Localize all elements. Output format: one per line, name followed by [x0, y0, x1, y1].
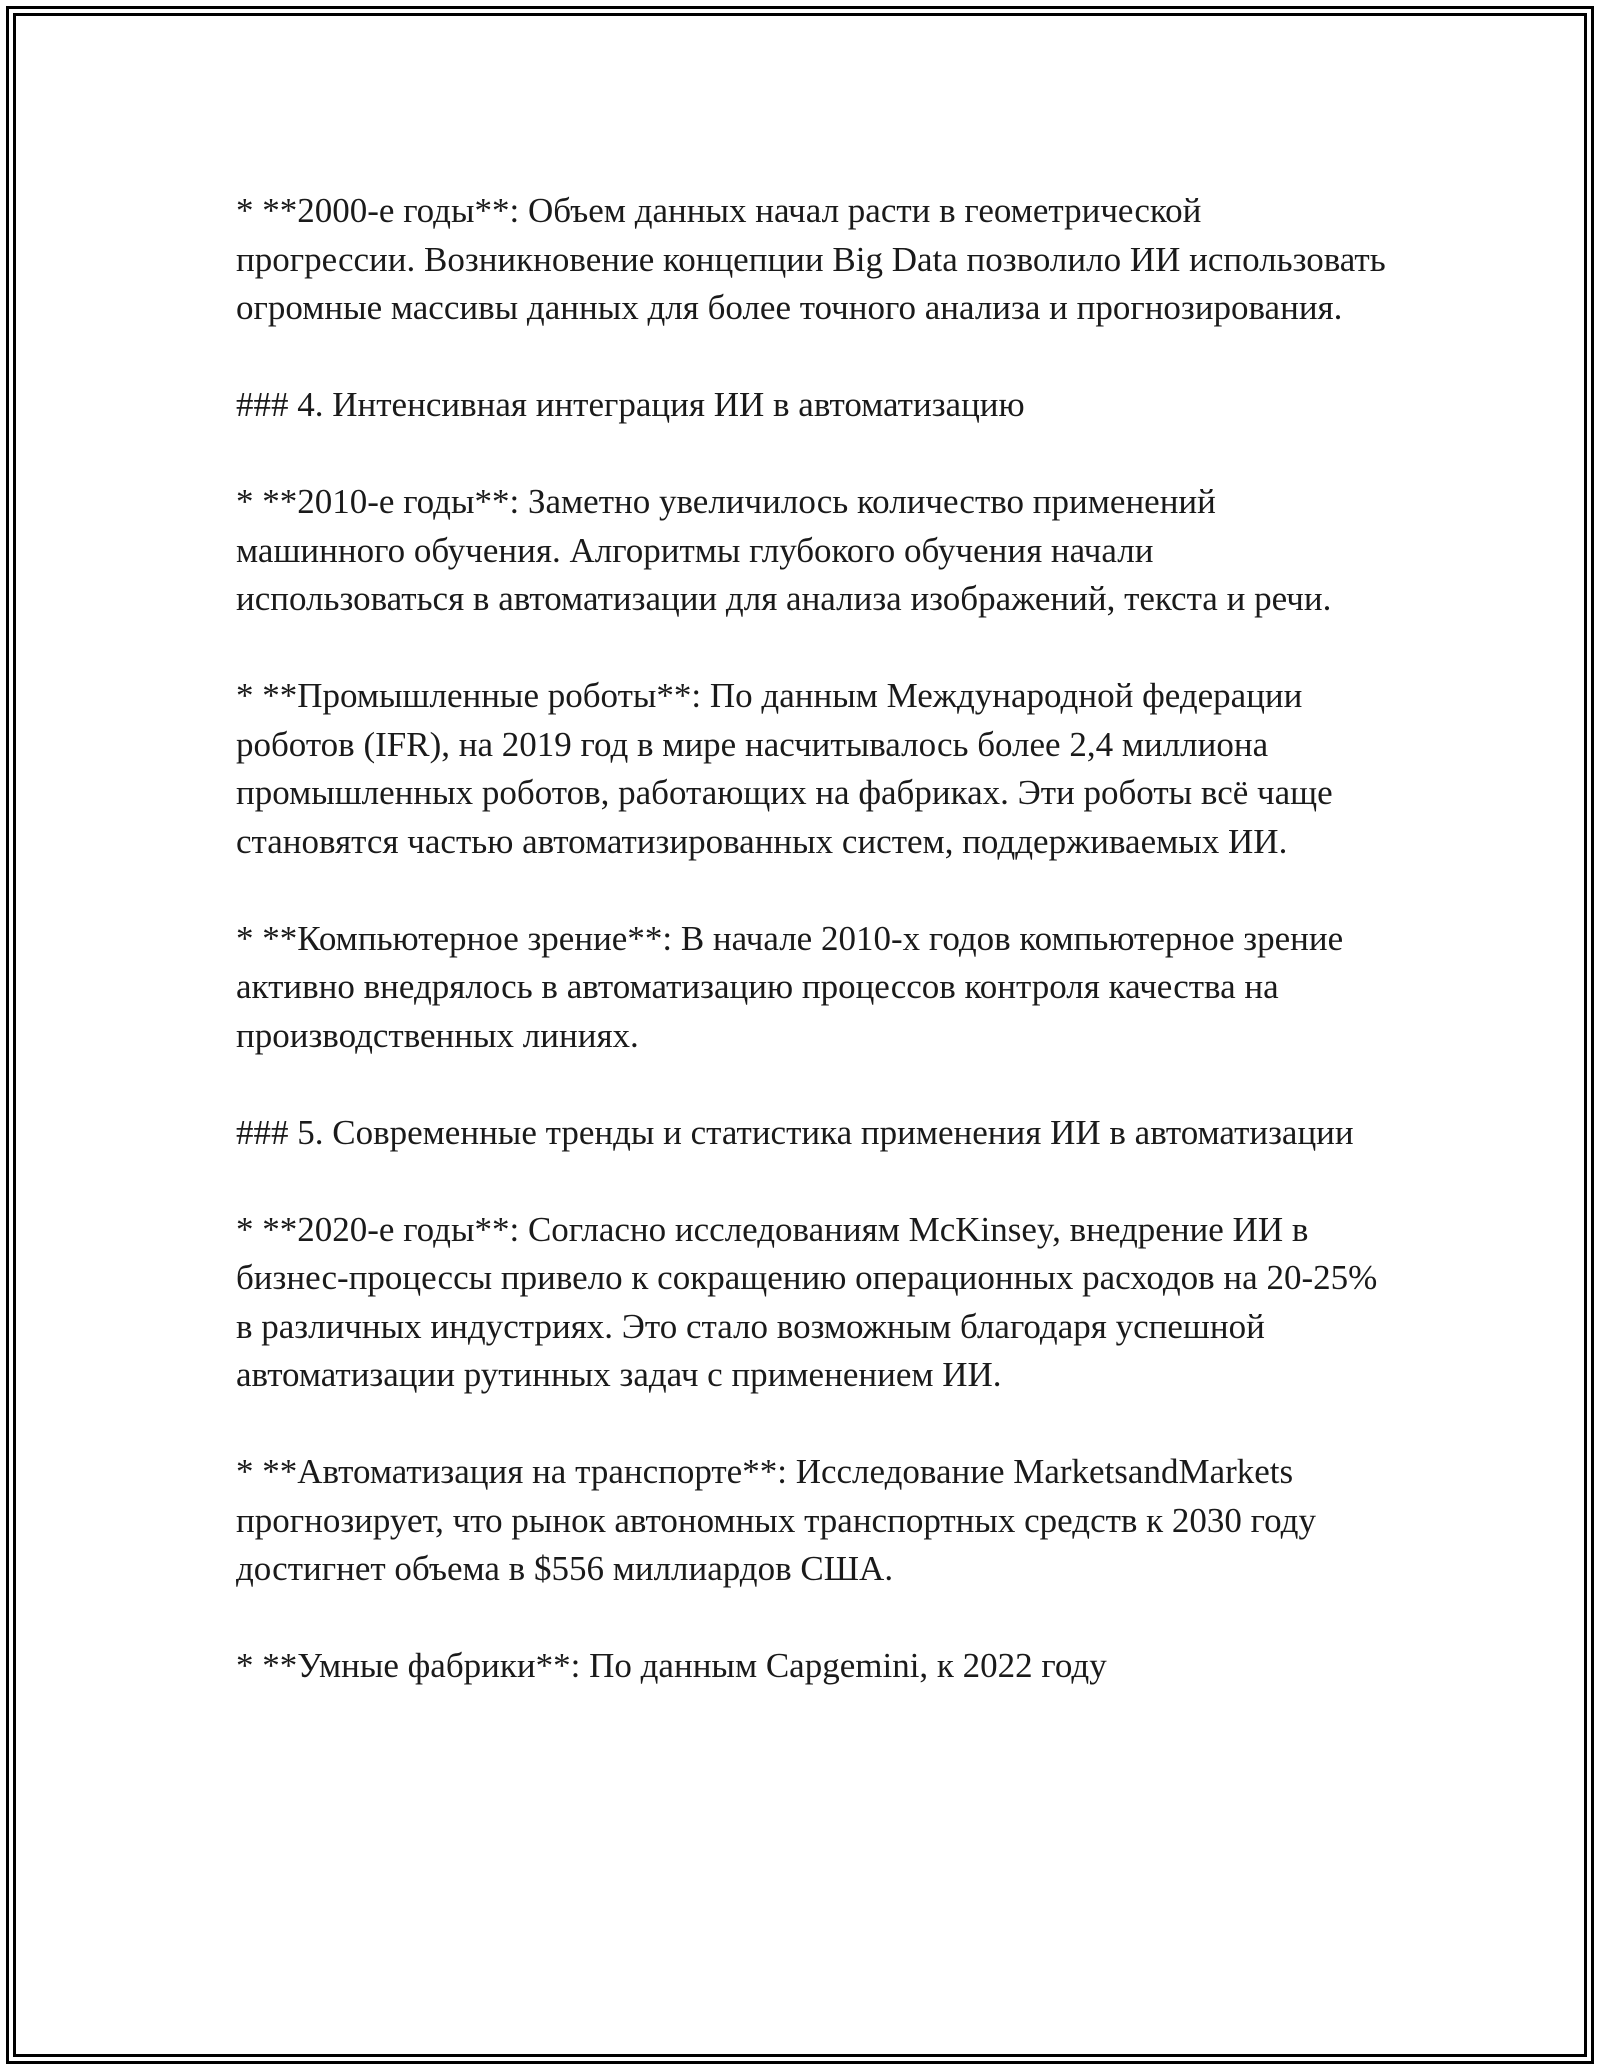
heading-section-5: ### 5. Современные тренды и статистика применения ИИ в автоматизации [236, 1112, 1354, 1152]
heading-section-4: ### 4. Интенсивная интеграция ИИ в автоматизацию [236, 385, 1025, 424]
paragraph-industrial-robots: * **Промышленные роботы**: По данным Международной федерации роботов (IFR), на 2019 год в мире насчитывалось более 2,4 миллиона промышленных роботов, работающих на фабриках. Эти роботы всё чаще становятся частью автоматизированных систем, поддерживаемых ИИ. [236, 676, 1333, 861]
document-body [236, 187, 1386, 1691]
paragraph-2010s-machine-learning: * **2010-е годы**: Заметно увеличилось количество применений машинного обучения. Алгоритмы глубокого обучения начали использоваться в автоматизации для анализа изображений, текста и речи. [236, 482, 1332, 618]
paragraph-smart-factories: * **Умные фабрики**: По данным Capgemini, к 2022 году [236, 1646, 1107, 1685]
paragraph-2000s-big-data: * **2000-е годы**: Объем данных начал расти в геометрической прогрессии. Возникновение концепции Big Data позволило ИИ использовать огромные массивы данных для более точного анализа и прогнозирования. [236, 191, 1386, 327]
paragraph-computer-vision: * **Компьютерное зрение**: В начале 2010-х годов компьютерное зрение активно внедрялось в автоматизацию процессов контроля качества на производственных линиях. [236, 918, 1344, 1055]
paragraph-transport-automation: * **Автоматизация на транспорте**: Исследование MarketsandMarkets прогнозирует, что рынок автономных транспортных средств к 2030 году достигнет объема в $556 миллиардов США. [236, 1452, 1316, 1588]
paragraph-2020s-mckinsey: * **2020-е годы**: Согласно исследованиям McKinsey, внедрение ИИ в бизнес-процессы привело к сокращению операционных расходов на 20-25% в различных индустриях. Это стало возможным благодаря успешной автоматизации рутинных задач с применением ИИ. [236, 1209, 1378, 1394]
